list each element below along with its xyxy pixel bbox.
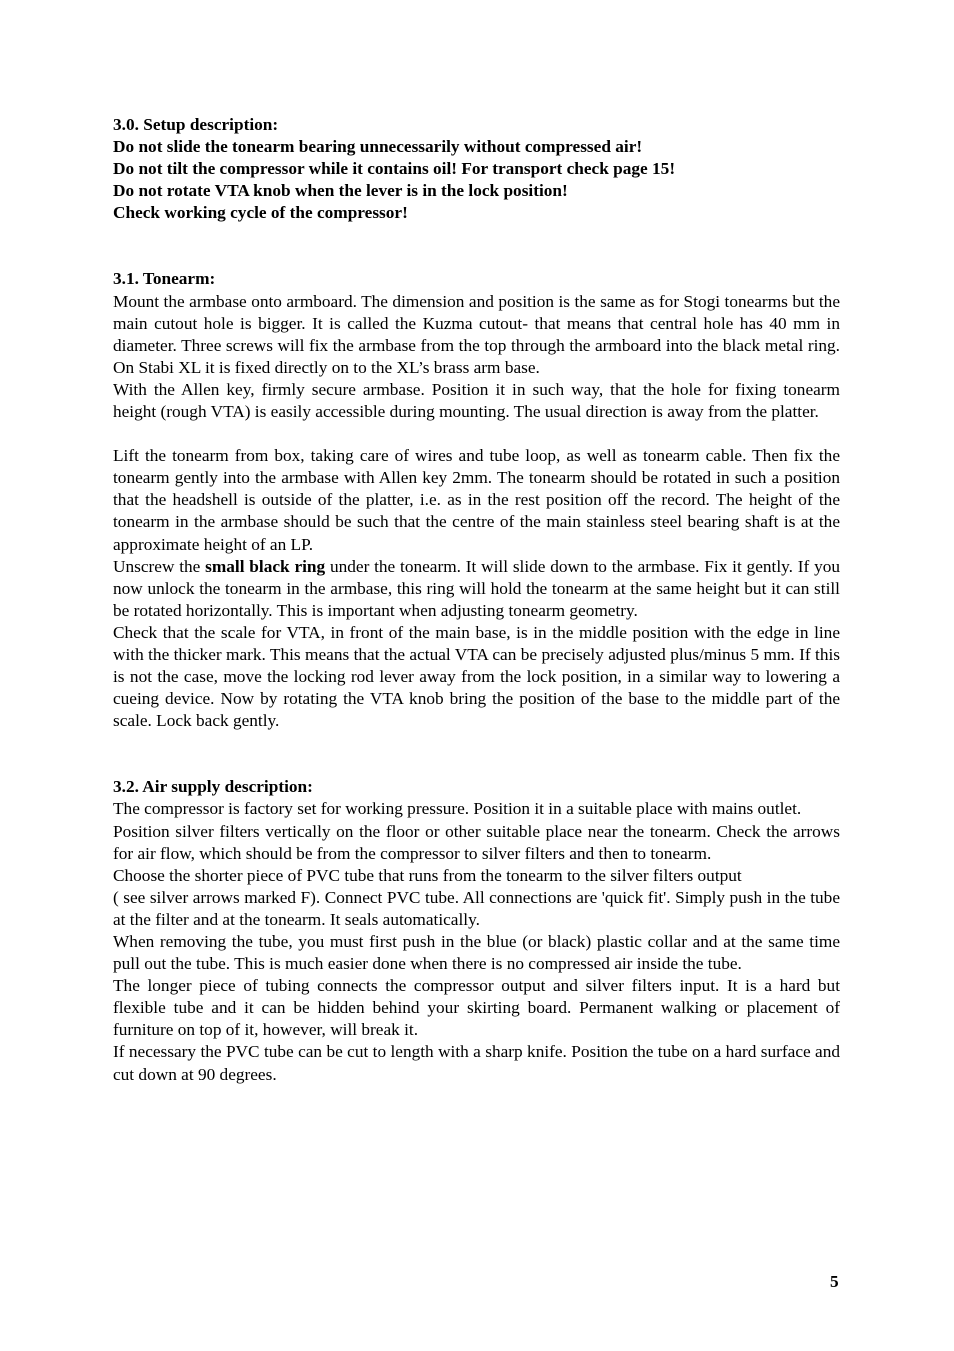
paragraph: The longer piece of tubing connects the compressor output and silver filters input. It is a hard but flexible tube and it can be hidden behind your skirting board. Permanent walking or placement of furniture on top of it, however, will break it. — [113, 976, 840, 1040]
warning-line: Check working cycle of the compressor! — [113, 203, 408, 223]
paragraph: With the Allen key, firmly secure armbase. Position it in such way, that the hole for fixing tonearm height (rough VTA) is easily accessible during mounting. The usual direction is away from the platter. — [113, 379, 840, 422]
paragraph — [113, 556, 840, 622]
paragraph: Lift the tonearm from box, taking care of wires and tube loop, as well as tonearm cable. Then fix the tonearm gently into the armbase with Allen key 2mm. The tonearm should be rotated in such a position that the headshell is outside of the platter, i.e. as in the rest position off the record. The height of the tonearm in the armbase should be such that the centre of the main stainless steel bearing shaft is at the approximate height of an LP. — [113, 446, 840, 554]
page-number: 5 — [830, 1272, 839, 1291]
warning-line: Do not slide the tonearm bearing unnecessarily without compressed air! — [113, 137, 643, 157]
warning-line: Do not tilt the compressor while it contains oil! For transport check page 15! — [113, 159, 676, 179]
section-heading-air-supply: 3.2. Air supply description: — [113, 777, 313, 797]
paragraph: The compressor is factory set for working pressure. Position it in a suitable place with mains outlet. — [113, 799, 802, 819]
paragraph: Position silver filters vertically on the floor or other suitable place near the tonearm. Check the arrows for air flow, which should be from the compressor to silver filters and then to tonearm. — [113, 821, 840, 863]
paragraph: Mount the armbase onto armboard. The dimension and position is the same as for Stogi tonearms but the main cutout hole is bigger. It is called the Kuzma cutout- that means that central hole has 40 mm in diameter. Three screws will fix the armbase from the top through the armboard into the black metal ring. On Stabi XL it is fixed directly on to the XL’s brass arm base. — [113, 291, 840, 377]
paragraph: When removing the tube, you must first push in the blue (or black) plastic collar and at the same time pull out the tube. This is much easier done when there is no compressed air inside the tube. — [113, 932, 840, 974]
bold-term: small black ring — [205, 556, 326, 576]
spacer — [113, 423, 840, 445]
paragraph: Check that the scale for VTA, in front of the main base, is in the middle position with the edge in line with the thicker mark. This means that the actual VTA can be precisely adjusted plus/minus 5 mm. If this is not the case, move the locking rod lever away from the lock position, in a similar way to lowering a cueing device. Now by rotating the VTA knob bring the position of the base to the middle part of the scale. Lock back gently. — [113, 622, 840, 731]
paragraph-line: Choose the shorter piece of PVC tube that runs from the tonearm to the silver filters output — [113, 865, 742, 885]
section-heading-tonearm: 3.1. Tonearm: — [113, 269, 216, 289]
text-run: under the tonearm. It will slide down to the armbase. Fix it gently. If you now unlock the tonearm in the armbase, this ring will hold the tonearm at the same height but it can still be rotated horizontally. This is important when adjusting tonearm geometry. — [113, 556, 840, 620]
paragraph: If necessary the PVC tube can be cut to length with a sharp knife. Position the tube on a hard surface and cut down at 90 degrees. — [113, 1042, 840, 1084]
warning-line: Do not rotate VTA knob when the lever is in the lock position! — [113, 181, 568, 201]
spacer — [113, 732, 840, 776]
spacer — [113, 224, 840, 268]
paragraph: ( see silver arrows marked F). Connect PVC tube. All connections are 'quick fit'. Simply push in the tube at the filter and at the tonearm. It seals automatically. — [113, 887, 840, 929]
section-heading-setup: 3.0. Setup description: — [113, 115, 279, 134]
document-page — [113, 114, 840, 1086]
text-run: Unscrew the — [113, 556, 206, 576]
